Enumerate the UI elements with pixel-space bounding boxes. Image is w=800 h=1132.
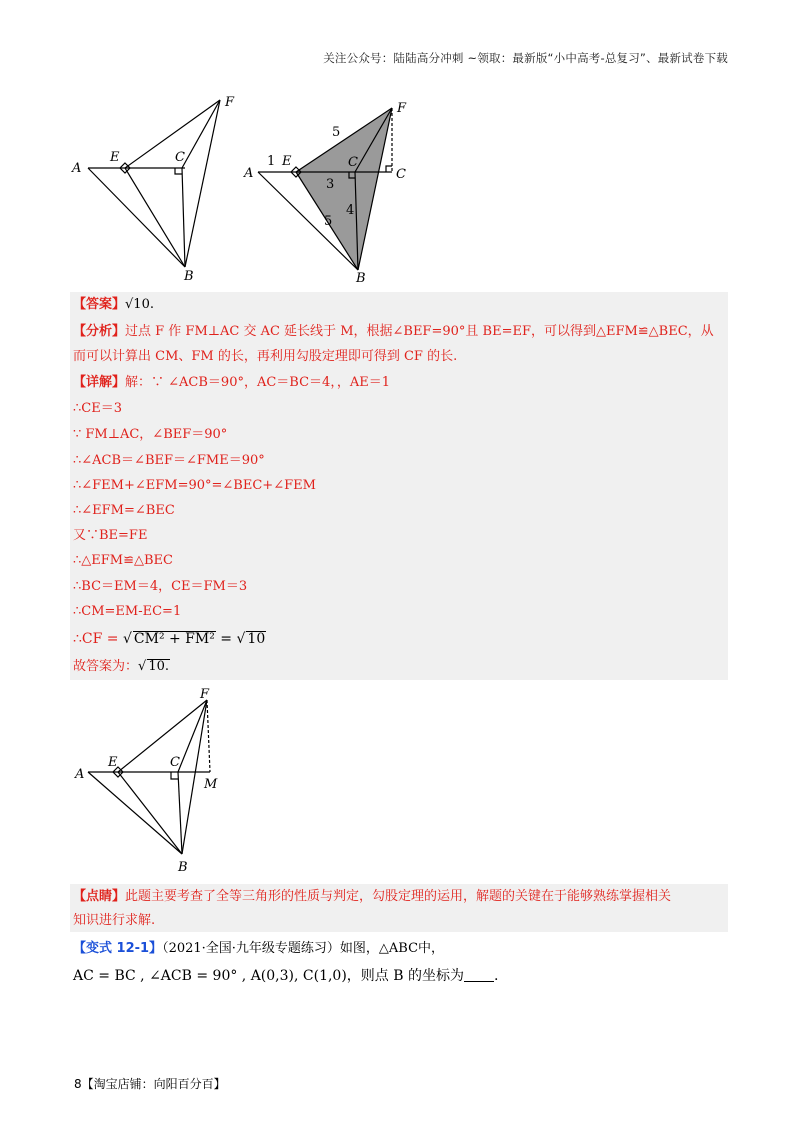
label-F: F bbox=[225, 95, 235, 110]
cf-formula: ∴CF = √ CM² + FM² = √ 10 bbox=[73, 631, 266, 647]
number-1: 1 bbox=[267, 154, 276, 169]
cf-radicand: CM² + FM² bbox=[133, 631, 215, 647]
number-5-left: 5 bbox=[324, 214, 333, 229]
final-answer-line: 故答案为：√ 10. bbox=[73, 659, 169, 674]
label-A: A bbox=[244, 166, 254, 181]
answer-line bbox=[73, 296, 154, 314]
comment-tag: 【点睛】 bbox=[73, 889, 126, 904]
detail-text-8: ∴BC＝EM＝4，CE＝FM＝3 bbox=[73, 579, 248, 594]
figure-top-right bbox=[240, 98, 420, 288]
detail-text-2: ∵ FM⊥AC，∠BEF＝90° bbox=[73, 427, 228, 442]
comment-text-2: 知识进行求解. bbox=[73, 913, 156, 928]
detail-text-4: ∴∠FEM+∠EFM=90°=∠BEC+∠FEM bbox=[73, 478, 316, 493]
analysis-line-1 bbox=[73, 323, 714, 341]
variant-line-1 bbox=[73, 940, 444, 958]
label-C-extended: C bbox=[396, 167, 406, 182]
figure-middle bbox=[70, 684, 228, 879]
label-B: B bbox=[184, 269, 194, 280]
detail-text-5: ∴∠EFM=∠BEC bbox=[73, 503, 175, 518]
page-footer: 8【淘宝店铺：向阳百分百】 bbox=[74, 1077, 226, 1091]
detail-text-1: ∴CE＝3 bbox=[73, 401, 122, 416]
variant-line-2 bbox=[73, 967, 498, 985]
label-E: E bbox=[282, 154, 292, 169]
analysis-tag: 【分析】 bbox=[73, 324, 126, 339]
variant-tag: 【变式 12-1】 bbox=[73, 941, 163, 956]
number-4: 4 bbox=[346, 203, 355, 218]
detail-text-3: ∴∠ACB＝∠BEF＝∠FME＝90° bbox=[73, 453, 265, 468]
variant-text-2-end: . bbox=[494, 968, 499, 984]
label-E: E bbox=[110, 150, 120, 165]
detail-text-9: ∴CM=EM-EC=1 bbox=[73, 604, 182, 619]
page-header: 关注公众号：陆陆高分冲刺 ~领取：最新版“小中高考-总复习”、最新试卷下载 bbox=[323, 51, 728, 65]
analysis-text-1: 过点 F 作 FM⊥AC 交 AC 延长线于 M，根据∠BEF=90°且 BE=EF，可以得到△EFM≌△BEC，从 bbox=[125, 324, 714, 339]
detail-text-0: 解：∵ ∠ACB＝90°，AC＝BC＝4，，AE＝1 bbox=[125, 375, 390, 390]
comment-text-1: 此题主要考查了全等三角形的性质与判定，勾股定理的运用，解题的关键在于能够熟练掌握相关 bbox=[125, 889, 672, 904]
answer-blank bbox=[464, 969, 494, 982]
analysis-text-2: 而可以计算出 CM、FM 的长，再利用勾股定理即可得到 CF 的长. bbox=[73, 349, 458, 364]
detail-text-6: 又∵BE=FE bbox=[73, 528, 148, 543]
cf-result: 10 bbox=[247, 631, 266, 647]
answer-tag: 【答案】 bbox=[73, 297, 126, 312]
label-F: F bbox=[397, 101, 407, 116]
label-M: M bbox=[204, 777, 218, 792]
label-F: F bbox=[200, 687, 210, 702]
label-C: C bbox=[170, 755, 180, 770]
comment-line-1 bbox=[73, 888, 671, 906]
figure-top-left bbox=[70, 90, 250, 280]
detail-tag: 【详解】 bbox=[73, 375, 126, 390]
final-prefix: 故答案为： bbox=[73, 659, 139, 674]
label-C: C bbox=[348, 155, 358, 170]
final-value: 10. bbox=[148, 659, 169, 674]
label-A: A bbox=[75, 767, 85, 782]
number-5-top: 5 bbox=[332, 125, 341, 140]
label-B: B bbox=[356, 271, 366, 286]
cf-prefix: ∴CF = bbox=[73, 631, 123, 647]
detail-line-0 bbox=[73, 374, 390, 392]
cf-eq: = bbox=[215, 631, 237, 647]
answer-value: √10. bbox=[125, 297, 154, 312]
label-B: B bbox=[178, 860, 188, 875]
number-3: 3 bbox=[326, 177, 335, 192]
label-A: A bbox=[72, 161, 82, 176]
label-E: E bbox=[108, 755, 118, 770]
variant-text-1: （2021·全国·九年级专题练习）如图，△ABC中， bbox=[162, 941, 445, 956]
label-C: C bbox=[175, 150, 185, 165]
detail-text-7: ∴△EFM≌△BEC bbox=[73, 553, 173, 568]
variant-text-2: AC = BC , ∠ACB = 90° , A(0,3), C(1,0)，则点 B 的坐标为 bbox=[73, 968, 464, 984]
